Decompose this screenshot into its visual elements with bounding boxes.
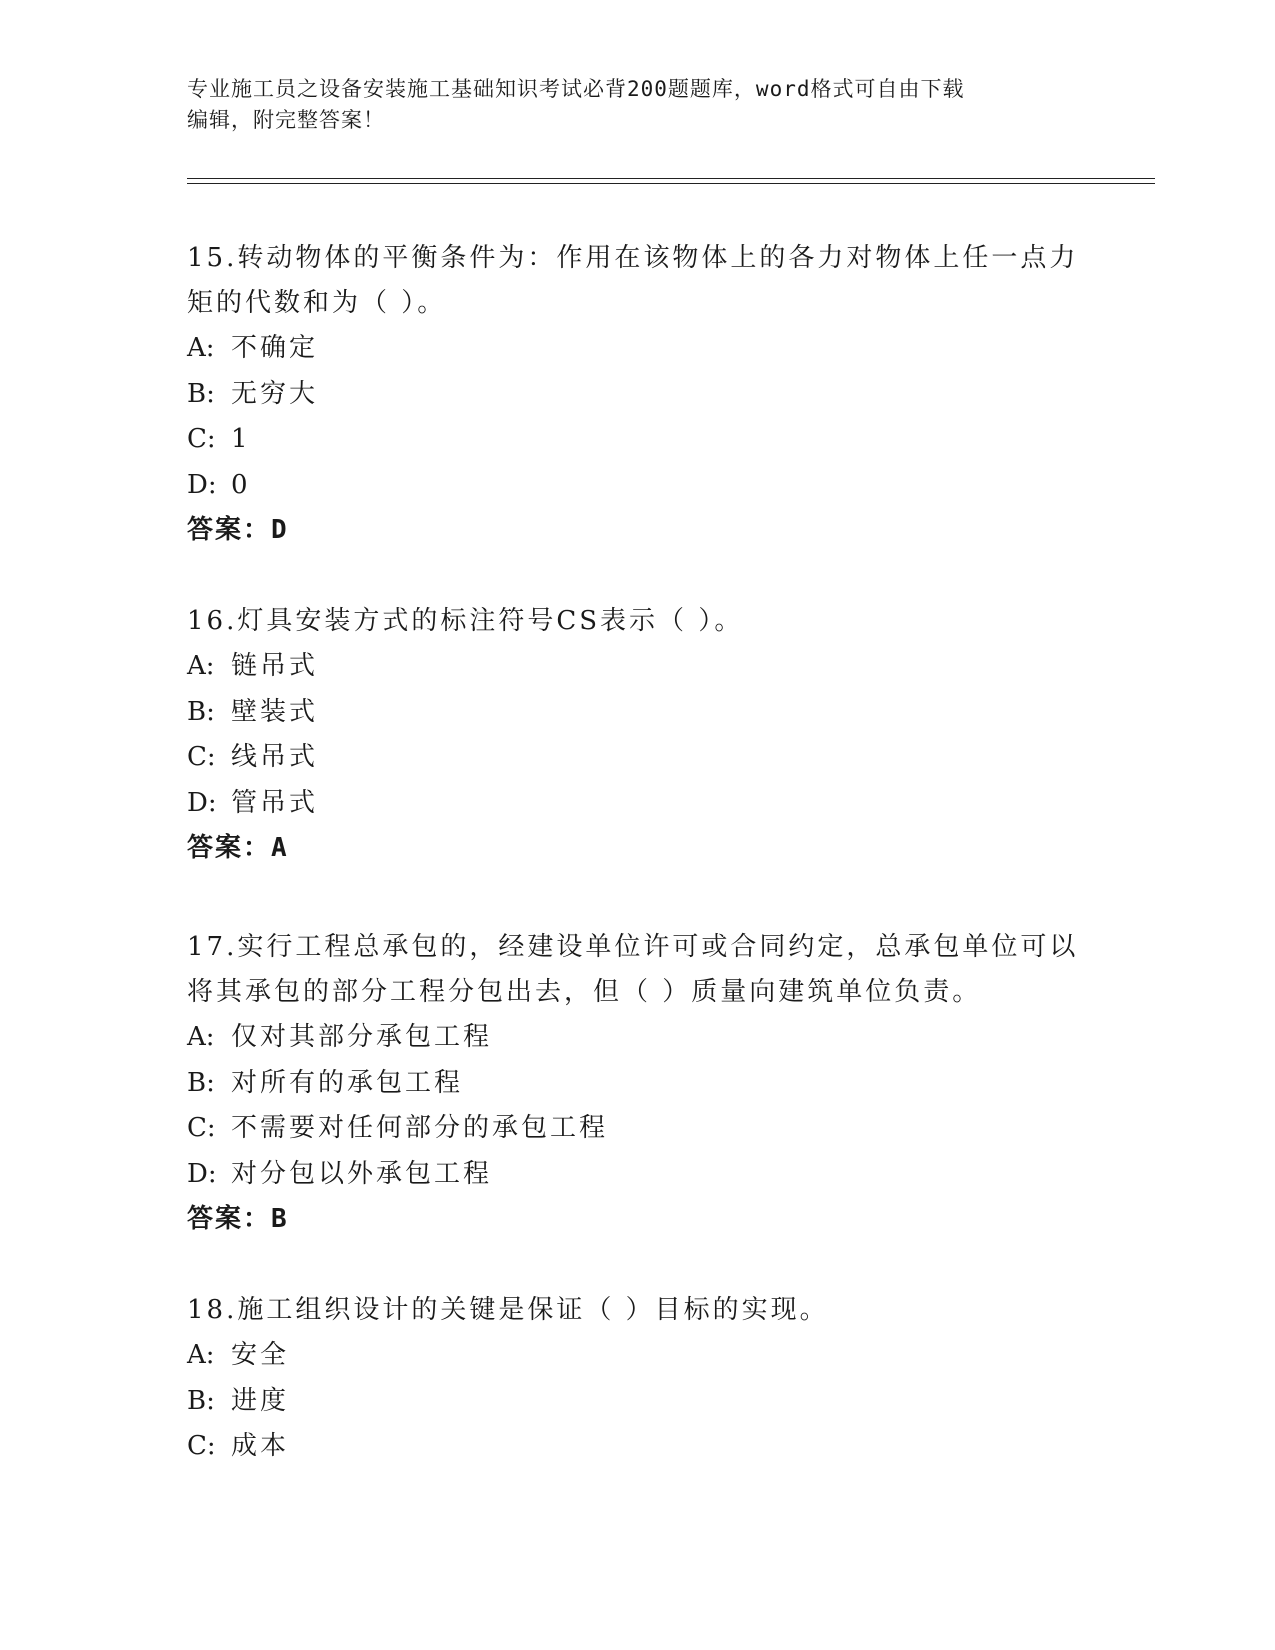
- option-text: 不需要对任何部分的承包工程: [231, 1113, 609, 1143]
- option-key: B:: [187, 696, 215, 727]
- option-b: [187, 690, 1087, 736]
- header-divider-bottom: [187, 183, 1155, 184]
- option-text: 链吊式: [231, 651, 319, 681]
- option-text: 进度: [231, 1385, 290, 1416]
- option-text: 1: [231, 424, 251, 454]
- document-header: [187, 74, 1087, 136]
- option-text: 对所有的承包工程: [231, 1067, 464, 1098]
- question-stem: [187, 236, 1087, 326]
- option-key: C:: [187, 1113, 216, 1143]
- option-key: B:: [187, 378, 215, 409]
- question-stem-line-1: 16.灯具安装方式的标注符号CS表示（ ）。: [187, 606, 744, 636]
- option-b: [187, 372, 1087, 418]
- option-key: C:: [187, 424, 216, 454]
- question-16: [187, 599, 1087, 872]
- option-d: [187, 1152, 1087, 1198]
- option-key: D:: [187, 469, 217, 500]
- option-key: A:: [187, 651, 215, 681]
- option-d: [187, 781, 1087, 827]
- question-stem: [187, 1288, 1087, 1333]
- option-c: [187, 1424, 1087, 1470]
- question-15: [187, 236, 1087, 554]
- question-18: [187, 1288, 1087, 1470]
- question-stem-line-1: 17.实行工程总承包的，经建设单位许可或合同约定，总承包单位可以: [187, 932, 1079, 962]
- option-a: [187, 326, 1087, 372]
- option-a: [187, 644, 1087, 690]
- option-text: 仅对其部分承包工程: [231, 1022, 493, 1052]
- option-key: A:: [187, 1022, 215, 1052]
- option-a: [187, 1015, 1087, 1061]
- option-text: 壁装式: [231, 696, 319, 727]
- option-key: C:: [187, 742, 216, 772]
- option-a: [187, 1333, 1087, 1379]
- option-text: 线吊式: [231, 742, 319, 772]
- option-key: A:: [187, 333, 215, 363]
- header-divider-top: [187, 178, 1155, 179]
- answer-line: 答案：A: [187, 833, 289, 863]
- question-stem-line-1: 15.转动物体的平衡条件为：作用在该物体上的各力对物体上任一点力: [187, 243, 1079, 273]
- question-stem-line-2: 矩的代数和为（ ）。: [187, 288, 447, 318]
- header-title-line-2: 编辑，附完整答案！: [187, 108, 385, 132]
- option-text: 0: [231, 469, 251, 500]
- option-key: C:: [187, 1431, 216, 1461]
- option-d: [187, 463, 1087, 509]
- option-key: D:: [187, 1158, 217, 1189]
- option-text: 安全: [231, 1340, 290, 1370]
- option-key: B:: [187, 1385, 215, 1416]
- option-key: A:: [187, 1340, 215, 1370]
- option-text: 成本: [231, 1431, 290, 1461]
- option-b: [187, 1379, 1087, 1425]
- option-text: 管吊式: [231, 787, 319, 818]
- question-17: [187, 925, 1087, 1243]
- question-stem: [187, 925, 1087, 1015]
- question-stem-line-2: 将其承包的部分工程分包出去，但（ ）质量向建筑单位负责。: [187, 977, 982, 1007]
- option-text: 不确定: [231, 333, 319, 363]
- option-text: 无穷大: [231, 378, 319, 409]
- option-text: 对分包以外承包工程: [231, 1158, 493, 1189]
- option-c: [187, 735, 1087, 781]
- option-b: [187, 1061, 1087, 1107]
- option-c: [187, 1106, 1087, 1152]
- header-title-line-1: 专业施工员之设备安装施工基础知识考试必背200题题库，word格式可自由下载: [187, 77, 965, 101]
- option-c: [187, 417, 1087, 463]
- question-stem-line-1: 18.施工组织设计的关键是保证（ ）目标的实现。: [187, 1295, 829, 1325]
- option-key: B:: [187, 1067, 215, 1098]
- option-key: D:: [187, 787, 217, 818]
- answer-line: 答案：D: [187, 515, 289, 545]
- question-stem: [187, 599, 1087, 644]
- answer-line: 答案：B: [187, 1204, 289, 1234]
